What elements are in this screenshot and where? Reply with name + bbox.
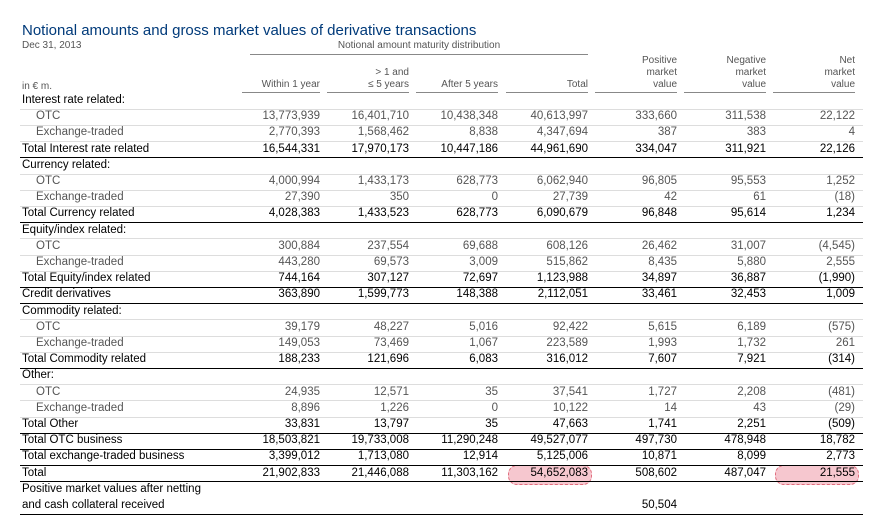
row-label: Total [22,466,47,479]
unit-label: in € m. [22,81,53,92]
table-cell: 350 [389,191,409,204]
table-cell: 18,503,821 [262,434,320,447]
table-cell: 33,461 [641,288,677,301]
table-cell: 1,741 [648,418,677,430]
table-cell: 608,126 [546,239,588,252]
table-row [20,255,863,271]
table-cell: 1,234 [826,207,855,220]
table-cell: 50,504 [641,499,677,511]
table-cell: 10,447,186 [440,142,498,155]
row-label: OTC [36,239,61,252]
table-cell: 2,208 [737,385,766,398]
table-cell: 4,347,694 [536,126,588,139]
table-row [20,93,863,109]
table-cell: 16,544,331 [262,142,320,155]
table-row [20,466,863,482]
table-cell: 35 [485,418,498,430]
row-label: OTC [36,385,61,398]
table-cell: 27,739 [552,191,588,204]
column-header: > 1 and ≤ 5 years [367,67,409,90]
table-cell: 35 [485,385,498,398]
row-label: Total exchange-traded business [22,450,185,463]
table-cell: (575) [828,320,855,333]
table-cell: 387 [657,126,677,139]
table-cell: 316,012 [546,353,588,366]
table-row [20,239,863,255]
table-cell: 261 [835,337,855,349]
row-label: Other: [22,369,54,382]
table-cell: 6,083 [469,353,498,366]
notional-maturity-header: Notional amount maturity distribution [250,40,588,55]
table-cell: 95,553 [730,175,766,187]
table-cell: 2,555 [826,256,855,268]
row-label: Commodity related: [22,304,122,317]
table-cell: 18,782 [819,434,855,447]
table-cell: 6,062,940 [536,175,588,187]
table-cell: 10,438,348 [440,110,498,123]
table-cell: 47,663 [552,418,588,430]
table-cell: 487,047 [724,466,766,479]
table-cell: 4 [848,126,855,139]
table-cell: 14 [664,401,677,414]
table-cell: 497,730 [635,434,677,447]
column-header: Net market value [824,55,855,90]
table-cell: 69,688 [462,239,498,252]
table-cell: 13,797 [373,418,409,430]
table-cell: 1,226 [380,401,409,414]
table-cell: 1,568,462 [357,126,409,139]
table-cell: 0 [491,191,498,204]
table-cell: 628,773 [456,175,498,187]
table-cell: 21,902,833 [262,466,320,479]
table-cell: 21,555 [819,466,855,479]
table-cell: 24,935 [284,385,320,398]
table-row [20,109,863,125]
table-cell: (4,545) [818,239,855,252]
table-cell: 27,390 [284,191,320,204]
table-cell: 508,602 [635,466,677,479]
table-cell: 383 [746,126,766,139]
table-cell: 1,727 [648,385,677,398]
table-cell: 72,697 [462,272,498,285]
table-row [20,368,863,384]
table-cell: 7,921 [737,353,766,366]
table-cell: 17,970,173 [351,142,409,155]
table-row [20,417,863,433]
row-label: Positive market values after netting [22,482,201,495]
row-label: Total Interest rate related [22,142,150,155]
table-cell: 478,948 [724,434,766,447]
row-label: Total Currency related [22,207,135,220]
table-cell: 311,921 [725,142,766,155]
table-cell: 121,696 [367,353,409,366]
table-cell: 32,453 [730,288,766,301]
table-cell: 515,862 [546,256,588,268]
table-cell: 96,848 [641,207,677,220]
table-cell: 149,053 [278,337,320,349]
table-cell: 61 [753,191,766,204]
table-cell: 21,446,088 [351,466,409,479]
row-rule [20,514,863,515]
table-cell: 2,770,393 [268,126,320,139]
table-row [20,223,863,239]
table-row [20,304,863,320]
table-cell: 31,007 [730,239,766,252]
row-label: Equity/index related: [22,223,127,236]
table-cell: (481) [828,385,855,398]
row-label: Total Equity/index related [22,272,151,285]
table-cell: 1,713,080 [357,450,409,463]
row-label: Interest rate related: [22,94,125,106]
table-cell: 628,773 [456,207,498,220]
row-label: OTC [36,110,61,123]
table-cell: 188,233 [278,353,320,366]
table-cell: 96,805 [641,175,677,187]
table-cell: 237,554 [367,239,409,252]
row-label: and cash collateral received [22,499,165,511]
table-cell: 3,399,012 [268,450,320,463]
table-cell: 49,527,077 [530,434,588,447]
table-cell: 39,179 [284,320,320,333]
table-cell: 5,615 [648,320,677,333]
table-cell: (1,990) [818,272,855,285]
table-cell: 1,433,523 [357,207,409,220]
table-cell: (18) [834,191,855,204]
table-cell: 333,660 [635,110,677,123]
column-header: After 5 years [441,79,498,90]
table-cell: 44,961,690 [530,142,588,155]
table-row [20,401,863,417]
table-cell: 11,290,248 [441,434,498,447]
table-cell: 5,125,006 [536,450,588,463]
table-cell: 95,614 [730,207,766,220]
table-cell: 1,732 [737,337,766,349]
row-label: Exchange-traded [36,191,124,204]
table-cell: 6,090,679 [536,207,588,220]
table-row [20,320,863,336]
table-cell: 26,462 [641,239,677,252]
table-cell: 12,571 [373,385,409,398]
table-cell: 307,127 [367,272,409,285]
table-cell: 37,541 [552,385,588,398]
table-row [20,190,863,206]
table-cell: 1,123,988 [536,272,588,285]
table-cell: 42 [664,191,677,204]
column-header: Within 1 year [261,79,320,90]
table-cell: 8,838 [469,126,498,139]
table-row [20,385,863,401]
row-label: OTC [36,175,61,187]
row-label: OTC [36,320,61,333]
table-cell: 1,993 [648,337,677,349]
table-cell: 5,016 [469,320,498,333]
row-label: Total OTC business [22,434,123,447]
table-cell: 7,607 [648,353,677,366]
table-cell: 1,433,173 [357,175,409,187]
table-row [20,271,863,287]
table-cell: (314) [828,353,855,366]
table-row [20,498,863,514]
table-cell: 3,009 [469,256,498,268]
table-cell: 1,599,773 [357,288,409,301]
table-cell: 12,914 [462,450,498,463]
table-row [20,482,863,498]
table-cell: 6,189 [737,320,766,333]
table-cell: 2,773 [826,450,855,463]
table-cell: 10,122 [552,401,588,414]
table-cell: 4,000,994 [268,175,320,187]
table-cell: 10,871 [641,450,677,463]
table-row [20,158,863,174]
row-label: Exchange-traded [36,337,124,349]
table-date: Dec 31, 2013 [22,40,82,51]
row-label: Exchange-traded [36,401,124,414]
table-cell: 148,388 [456,288,498,301]
table-cell: 5,880 [737,256,766,268]
table-cell: 22,122 [819,110,855,123]
table-cell: 2,251 [737,418,766,430]
table-row [20,433,863,449]
table-cell: 69,573 [373,256,409,268]
table-cell: 2,112,051 [537,288,588,301]
table-cell: 0 [491,401,498,414]
table-cell: 13,773,939 [262,110,320,123]
table-row [20,336,863,352]
table-cell: 43 [753,401,766,414]
row-label: Exchange-traded [36,126,124,139]
table-cell: 36,887 [730,272,766,285]
table-cell: 744,164 [278,272,320,285]
table-row [20,449,863,465]
table-cell: 1,252 [826,175,855,187]
table-cell: 334,047 [635,142,677,155]
table-cell: 8,099 [737,450,766,463]
row-label: Exchange-traded [36,256,124,268]
column-header: Positive market value [641,55,677,90]
table-cell: 73,469 [373,337,409,349]
table-cell: 1,009 [826,288,855,301]
table-cell: 92,422 [552,320,588,333]
table-row [20,352,863,368]
column-header: Negative market value [726,55,766,90]
table-row [20,206,863,222]
table-row [20,174,863,190]
table-cell: 300,884 [278,239,320,252]
table-cell: (509) [828,418,855,430]
table-cell: 4,028,383 [268,207,320,220]
table-cell: 22,126 [819,142,855,155]
table-cell: 1,067 [469,337,498,349]
table-cell: 54,652,083 [530,466,588,479]
table-cell: 311,538 [725,110,766,123]
table-cell: 223,589 [546,337,588,349]
row-label: Credit derivatives [22,288,111,301]
table-cell: 443,280 [278,256,320,268]
row-label: Currency related: [22,158,111,171]
table-cell: 8,435 [648,256,677,268]
row-label: Total Commodity related [22,353,146,366]
table-cell: 19,733,008 [351,434,409,447]
table-cell: (29) [834,401,855,414]
table-row [20,142,863,158]
table-cell: 8,896 [291,401,320,414]
table-cell: 40,613,997 [530,110,588,123]
row-label: Total Other [22,418,79,430]
table-row [20,125,863,141]
table-title: Notional amounts and gross market values of derivative transactions [22,22,477,39]
table-cell: 33,831 [284,418,320,430]
table-cell: 48,227 [373,320,409,333]
table-cell: 363,890 [278,288,320,301]
column-header: Total [566,79,588,90]
table-cell: 16,401,710 [351,110,409,123]
table-row [20,287,863,303]
table-cell: 34,897 [641,272,677,285]
table-cell: 11,303,162 [441,466,498,479]
